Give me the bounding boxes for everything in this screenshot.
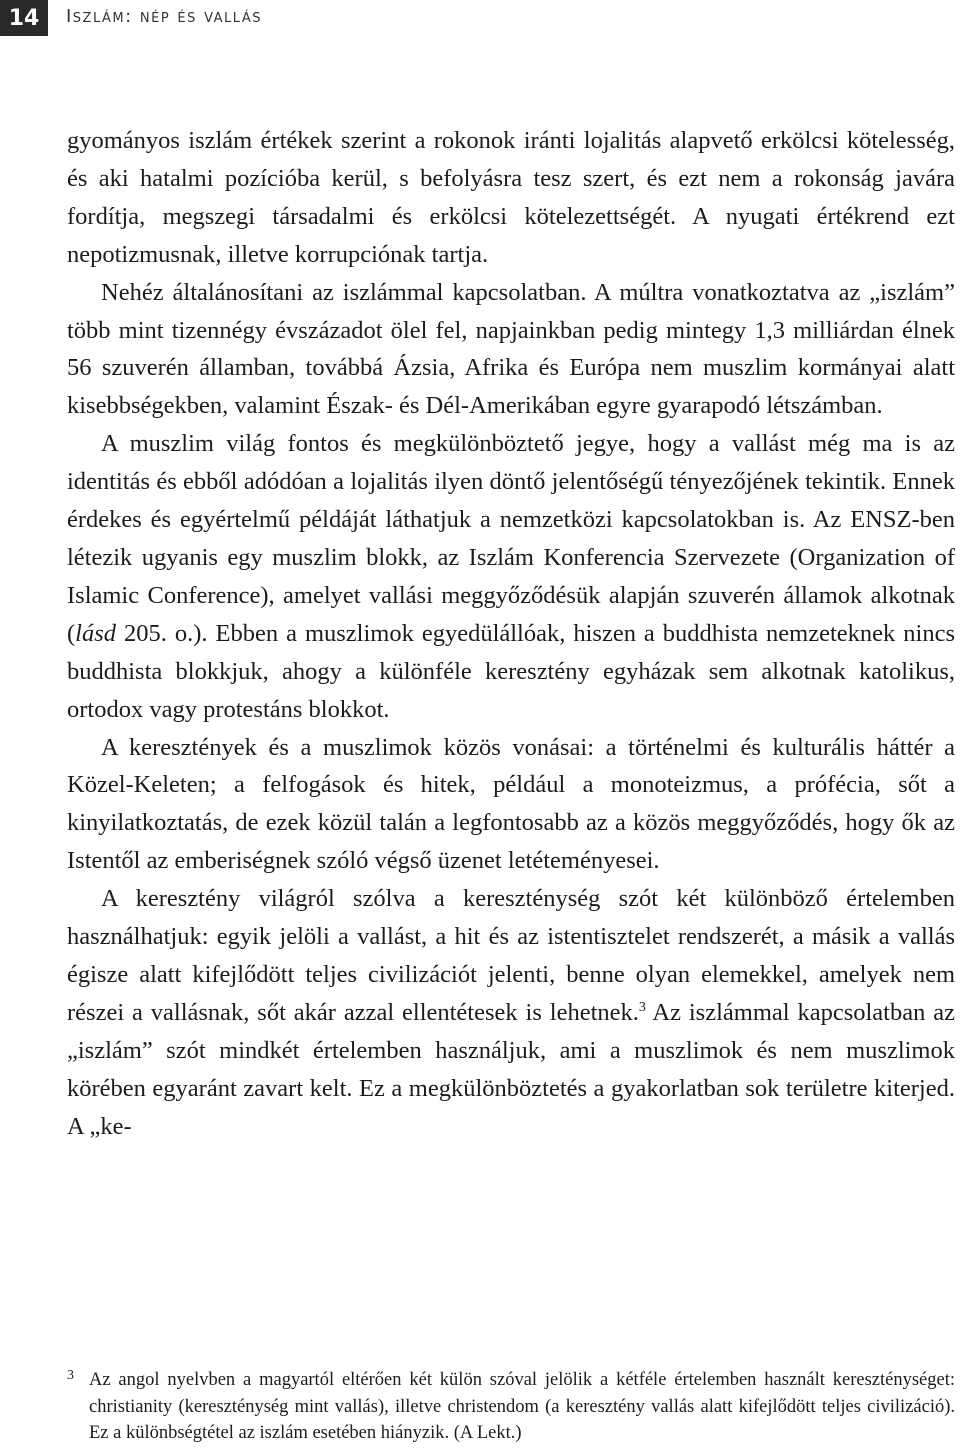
paragraph-4: A keresztények és a muszlimok közös vonásai: a történelmi és kulturális háttér a Közel-Keleten; a felfogások és hitek, például a monoteizmus, a prófécia, sőt a kinyilatkoztatás, de ezek közül talán a legfontosabb az a közös meggyőződés, hogy ők az Istentől az emberiségnek szóló végső üzenet letéteményesei. <box>67 733 955 875</box>
footnote-reference[interactable]: 3 <box>638 999 646 1015</box>
paragraph-3-lasd: lásd <box>75 619 117 647</box>
footnote <box>67 1367 955 1447</box>
footnote-text-a: Az angol nyelvben a magyartól eltérően két külön szóval jelölik a kétféle értelemben használt kereszténységet: christianity (kereszténység mint vallás), illetve christendom (a keresztény vallás alatt kifejlődött teljes civilizáció). Ez a különbségtétel az iszlám esetében hiányzik. ( <box>89 1370 955 1443</box>
paragraph-5-text-b: Az iszlámmal kapcsolatban az „iszlám” szót mindkét értelemben használjuk, ami a muszlimok és nem muszlimok körében egyaránt zavart kelt. Ez a megkülönböztetés a gyakorlatban sok területre kiterjed. A „ke- <box>67 998 955 1140</box>
footnote-number: 3 <box>67 1368 74 1383</box>
footnote-text-b: ) <box>515 1423 522 1443</box>
paragraph-3-text-a: A muszlim világ fontos és megkülönböztető jegye, hogy a vallást még ma is az identitás és ebből adódóan a lojalitás ilyen döntő jelentőségű tényezőjének tekintik. Ennek érdekes és egyértelmű példáját láthatjuk a nemzetközi kapcsolatokban is. Az ENSZ-ben létezik ugyanis egy muszlim blokk, az Iszlám Konferencia Szervezete (Organization of Islamic Conference), amelyet vallási meggyőződésük alapján szuverén államok alkotnak ( <box>67 430 955 647</box>
paragraph-3 <box>67 425 955 728</box>
paragraph-5 <box>67 880 955 1145</box>
footnote-text <box>89 1367 955 1447</box>
paragraph-1: gyományos iszlám értékek szerint a rokonok iránti lojalitás alapvető erkölcsi kötelesség, és aki hatalmi pozícióba kerül, s befolyásra tesz szert, és ezt nem a rokonság javára fordítja, megszegi társadalmi és erkölcsi kötelezettségét. A nyugati értékrend ezt nepotizmusnak, illetve korrupciónak tartja. <box>67 127 955 268</box>
paragraph-3-text-b: 205. o.). Ebben a muszlimok egyedülállóak, hiszen a buddhista nemzeteknek nincs buddhista blokkjuk, ahogy a különféle keresztény egyházak sem alkotnak katolikus, ortodox vagy protestáns blokkot. <box>67 619 955 723</box>
body-text <box>67 122 955 1145</box>
page-number: 14 <box>0 0 48 36</box>
paragraph-5-text-a: A keresztény világról szólva a kereszténység szót két különböző értelemben használhatjuk: egyik jelöli a vallást, a hit és az istentisztelet rendszerét, a másik a vallás égisze alatt kifejlődött teljes civilizációt jelenti, benne olyan elemekkel, amelyek nem részei a vallásnak, sőt akár azzal ellentétesek is lehetnek. <box>67 885 955 1026</box>
running-title: Iszlám: nép és vallás <box>66 6 262 27</box>
paragraph-2: Nehéz általánosítani az iszlámmal kapcsolatban. A múltra vonatkoztatva az „iszlám” több mint tizennégy évszázadot ölel fel, napjainkban pedig mintegy 1,3 milliárdan élnek 56 szuverén államban, továbbá Ázsia, Afrika és Európa nem muszlim kormányai alatt kisebbségekben, valamint Észak- és Dél-Amerikában egyre gyarapodó létszámban. <box>67 278 955 420</box>
footnote-lekt: A Lekt. <box>459 1423 516 1443</box>
